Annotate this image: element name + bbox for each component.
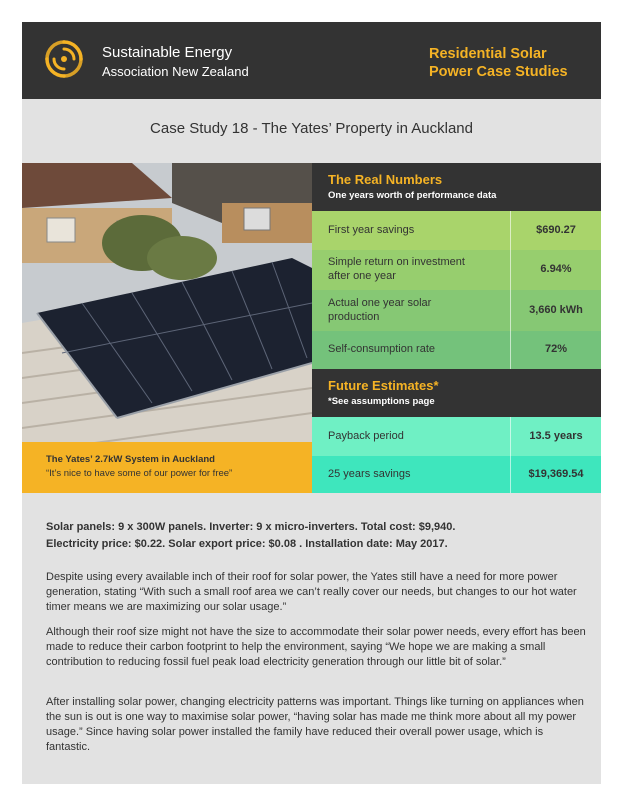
metric-row-self-consumption	[312, 331, 601, 369]
metric-row-simple-return	[312, 250, 601, 290]
estimate-row-25-year-savings	[312, 456, 601, 493]
org-name-line2: Association New Zealand	[102, 64, 249, 79]
photo-caption	[22, 442, 312, 493]
real-numbers-header	[312, 163, 601, 211]
future-estimates-subheading: *See assumptions page	[328, 396, 435, 407]
page-title: Case Study 18 - The Yates’ Property in Auckland	[150, 120, 473, 137]
metric-label: Simple return on investment after one year	[328, 256, 465, 282]
estimate-label: 25 years savings	[328, 468, 411, 480]
body-paragraph-2: Although their roof size might not have the size to accommodate their solar power needs, every effort has been made to reduce their carbon footprint to help the environment, saying “We hope we are making a small contribution to reducing fossil fuel peak load electricity generation through our little bit of solar.”	[46, 626, 586, 668]
caption-title: The Yates’ 2.7kW System in Auckland	[46, 454, 215, 465]
metric-row-solar-production	[312, 290, 601, 331]
body-paragraph-3: After installing solar power, changing electricity patterns was important. Things like turning on appliances when the sun is out is one way to maximise solar power, “having solar has made me think more about all my power usage.” Since having solar power installed the family have reduced their overall power usage, which is fantastic.	[46, 696, 584, 753]
sun-swirl-logo-icon	[44, 39, 84, 79]
estimate-label: Payback period	[328, 430, 404, 442]
metric-value: $690.27	[536, 224, 576, 236]
metric-value: 3,660 kWh	[529, 304, 583, 316]
body-paragraph-1: Despite using every available inch of their roof for solar power, the Yates still have a need for more power generation, stating “With such a small roof area we can’t really cover our needs, but changes to our hot water timer means we are maximizing our solar usage.”	[46, 571, 577, 613]
real-numbers-heading: The Real Numbers	[328, 172, 443, 187]
header-bar	[22, 22, 601, 99]
estimate-row-payback	[312, 417, 601, 456]
series-title-line2: Power Case Studies	[429, 64, 568, 80]
metric-value: 72%	[544, 343, 568, 355]
org-name-line1: Sustainable Energy	[102, 44, 233, 61]
real-numbers-subheading: One years worth of performance data	[328, 190, 497, 201]
house-solar-photo	[22, 163, 312, 463]
caption-quote: “It’s nice to have some of our power for free”	[46, 468, 233, 479]
case-study-page	[22, 22, 601, 784]
metric-value: 6.94%	[540, 263, 572, 275]
series-title-line1: Residential Solar	[429, 46, 547, 62]
estimate-value: 13.5 years	[529, 430, 583, 442]
specs-line-2: Electricity price: $0.22. Solar export price: $0.08 . Installation date: May 2017.	[46, 538, 448, 550]
future-estimates-heading: Future Estimates*	[328, 378, 439, 393]
specs-line-1: Solar panels: 9 x 300W panels. Inverter: 9 x micro-inverters. Total cost: $9,940.	[46, 521, 456, 533]
metric-row-first-year-savings	[312, 211, 601, 250]
future-estimates-header	[312, 369, 601, 417]
estimate-value: $19,369.54	[528, 468, 584, 480]
system-specs	[46, 519, 455, 553]
metric-label: Self-consumption rate	[328, 343, 435, 355]
metric-label: Actual one year solar production	[328, 297, 432, 323]
metric-label: First year savings	[328, 224, 415, 236]
